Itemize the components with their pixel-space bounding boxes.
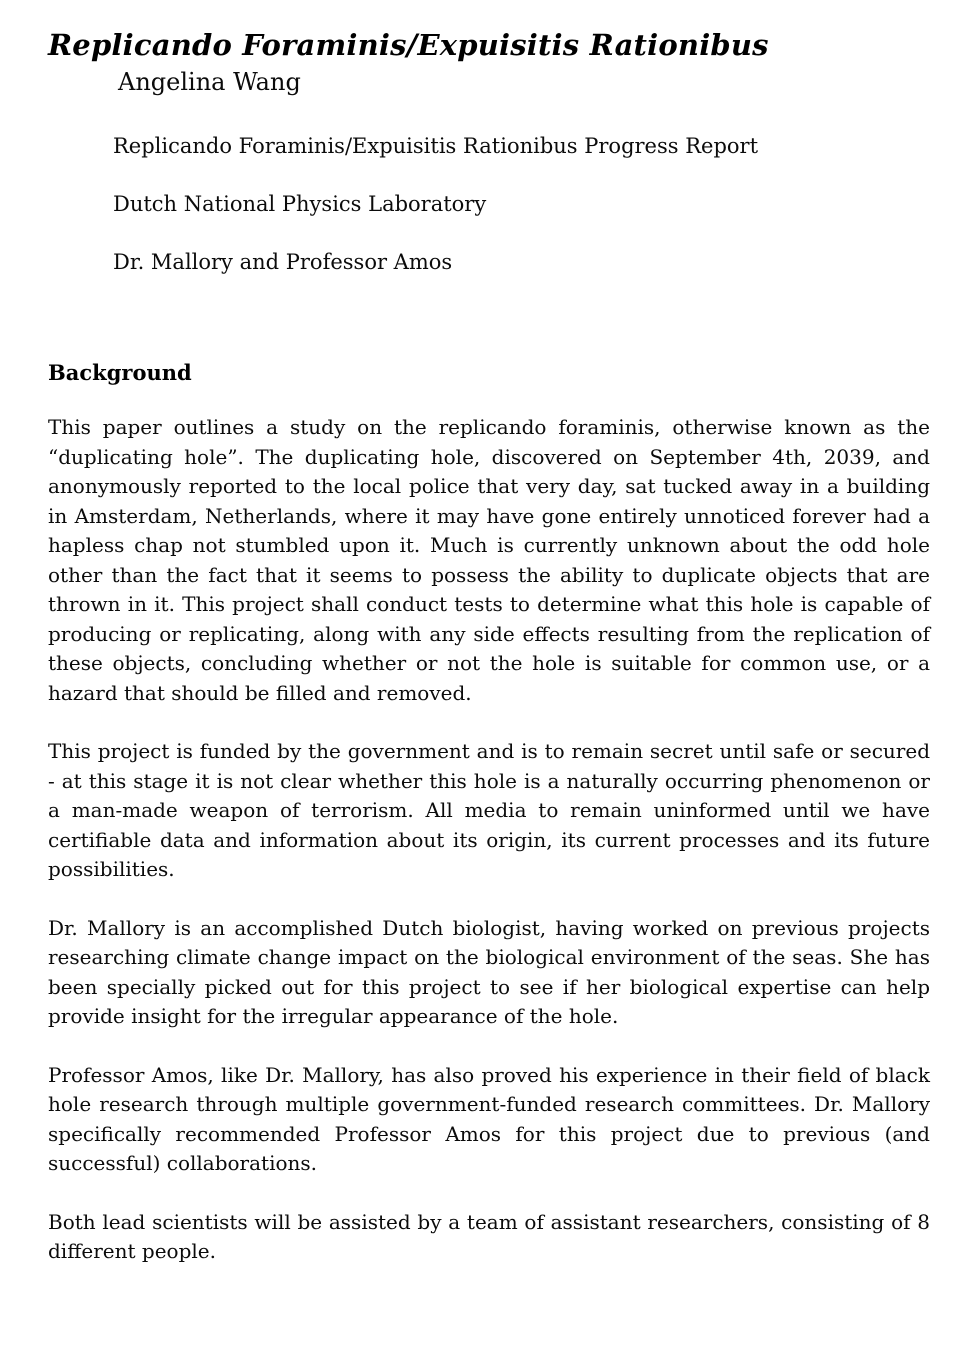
meta-line-supervisors: Dr. Mallory and Professor Amos [113, 250, 453, 274]
section-heading-background: Background [48, 360, 192, 385]
body-paragraph-1: This paper outlines a study on the replicando foraminis, otherwise known as the “duplicating hole”. The duplicating hole, discovered on September 4th, 2039, and anonymously reported to the local police that very day, sat tucked away in a building in Amsterdam, Netherlands, where it may have gone entirely unnoticed forever had a hapless chap not stumbled upon it. Much is currently unknown about the odd hole other than the fact that it seems to possess the ability to duplicate objects that are thrown in it. This project shall conduct tests to determine what this hole is capable of producing or replicating, along with any side effects resulting from the replication of these objects, concluding whether or not the hole is suitable for common use, or a hazard that should be filled and removed. [48, 415, 930, 705]
body-paragraph-5: Both lead scientists will be assisted by a team of assistant researchers, consisting of 8 different people. [48, 1209, 930, 1263]
body-paragraph-4: Professor Amos, like Dr. Mallory, has also proved his experience in their field of black hole research through multiple government-funded research committees. Dr. Mallory specifically recommended Professor Amos for this project due to previous (and successful) collaborations. [48, 1062, 930, 1175]
body-paragraph-3: Dr. Mallory is an accomplished Dutch biologist, having worked on previous projects researching climate change impact on the biological environment of the seas. She has been specially picked out for this project to see if her biological expertise can help provide insight for the irregular appearance of the hole. [48, 915, 930, 1028]
title-meta-block [113, 134, 930, 274]
meta-line-report-title: Replicando Foraminis/Expuisitis Rationibus Progress Report [113, 134, 759, 158]
author-name: Angelina Wang [118, 68, 301, 96]
meta-line-laboratory: Dutch National Physics Laboratory [113, 192, 487, 216]
body-paragraph-2: This project is funded by the government and is to remain secret until safe or secured - at this stage it is not clear whether this hole is a naturally occurring phenomenon or a man-made weapon of terrorism. All media to remain uninformed until we have certifiable data and information about its origin, its current processes and its future possibilities. [48, 739, 930, 881]
document-title: Replicando Foraminis/Expuisitis Rationibus [48, 28, 769, 62]
